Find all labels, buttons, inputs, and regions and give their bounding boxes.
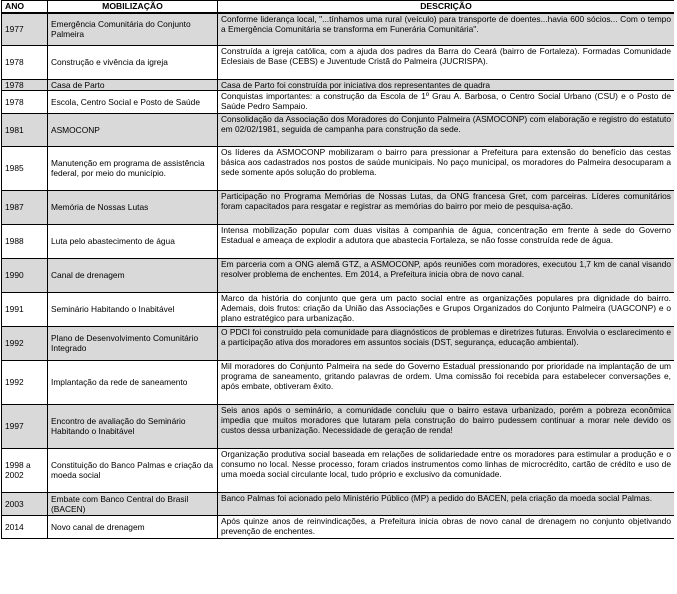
table-row — [2, 79, 675, 90]
row-description: Organização produtiva social baseada em relações de solidariedade entre os moradores para estimular a produção e o consumo no local. Nesse processo, foram criados instrumentos como linhas de microcrédito, cartão de crédito e uso de uma moeda social circulante local, tudo próprio e exclusivo da comunidade. — [218, 448, 675, 492]
header-descricao: DESCRIÇÃO — [218, 1, 675, 14]
row-description: Após quinze anos de reinvindicações, a Prefeitura inicia obras de novo canal de drenagem no conjunto objetivando prevenção de enchentes. — [218, 515, 675, 538]
row-year: 1985 — [2, 146, 48, 190]
row-year: 1988 — [2, 224, 48, 258]
row-description: Intensa mobilização popular com duas visitas à companhia de água, concentração em frente à sede do Governo Estadual e ameaça de explodir a adutora que abastecia Fortaleza, se não fosse construída rede de água. — [218, 224, 675, 258]
mobilization-table — [1, 0, 674, 539]
row-mobilization: Emergência Comunitária do Conjunto Palmeira — [48, 13, 218, 45]
header-row — [2, 1, 675, 14]
table-row — [2, 90, 675, 113]
row-description: Banco Palmas foi acionado pelo Ministério Público (MP) a pedido do BACEN, pela criação da moeda social Palmas. — [218, 492, 675, 515]
row-mobilization: ASMOCONP — [48, 113, 218, 146]
row-description: Os líderes da ASMOCONP mobilizaram o bairro para pressionar a Prefeitura para extensão do benefício das cestas básica aos cadastrados nos postos de saúde municipais. No paço municipal, os moradores do Palmeira desocuparam a sede somente após solução do problema. — [218, 146, 675, 190]
row-year: 1990 — [2, 258, 48, 292]
row-year: 1991 — [2, 292, 48, 326]
row-year: 1981 — [2, 113, 48, 146]
row-year: 1998 a 2002 — [2, 448, 48, 492]
table-row — [2, 224, 675, 258]
row-description: Participação no Programa Memórias de Nossas Lutas, da ONG francesa Gret, com parceiras. Líderes comunitários foram capacitados para resgatar e registrar as memórias do bairro por meio de pesquisa-ação. — [218, 190, 675, 224]
table-row — [2, 404, 675, 448]
row-mobilization: Encontro de avaliação do Seminário Habitando o Inabitável — [48, 404, 218, 448]
row-description: Mil moradores do Conjunto Palmeira na sede do Governo Estadual pressionando por prioridade na implantação de um programa de saneamento, gritando palavras de ordem. Uma comissão foi recebida para estabelecer conversações e, após embate, obtiveram êxito. — [218, 360, 675, 404]
table-row — [2, 45, 675, 79]
row-mobilization: Memória de Nossas Lutas — [48, 190, 218, 224]
table-row — [2, 492, 675, 515]
table-row — [2, 448, 675, 492]
header-ano: ANO — [2, 1, 48, 14]
table-row — [2, 326, 675, 360]
row-year: 1992 — [2, 326, 48, 360]
row-description: Conquistas importantes: a construção da Escola de 1º Grau A. Barbosa, o Centro Social Urbano (CSU) e o Posto de Saúde Pedro Sampaio. — [218, 90, 675, 113]
row-description: Construída a igreja católica, com a ajuda dos padres da Barra do Ceará (bairro de Fortaleza). Formadas Comunidade Eclesiais de Base (CEBS) e Juventude Cristã do Palmeira (JUCRISPA). — [218, 45, 675, 79]
table-row — [2, 292, 675, 326]
table-row — [2, 360, 675, 404]
row-description: Marco da história do conjunto que gera um pacto social entre as organizações populares pra dignidade do bairro. Ademais, dois frutos: criação da União das Associações e Grupos Organizados do Conjunto Palmeira (UAGCONP) e o plano estratégico para urbanização. — [218, 292, 675, 326]
table-row — [2, 258, 675, 292]
row-year: 1978 — [2, 90, 48, 113]
row-mobilization: Construção e vivência da igreja — [48, 45, 218, 79]
row-description: Conforme liderança local, "...tínhamos uma rural (veículo) para transporte de doentes...havia 600 sócios... Com o tempo a Emergência Comunitária se transforma em Funerária Comunitária". — [218, 13, 675, 45]
row-description: Casa de Parto foi construída por iniciativa dos representantes de quadra — [218, 79, 675, 90]
row-mobilization: Seminário Habitando o Inabitável — [48, 292, 218, 326]
table-row — [2, 113, 675, 146]
row-mobilization: Constituição do Banco Palmas e criação da moeda social — [48, 448, 218, 492]
table-row — [2, 190, 675, 224]
table-container — [1, 0, 674, 594]
row-description: Seis anos após o seminário, a comunidade concluiu que o bairro estava urbanizado, porém a pobreza econômica impedia que muitos moradores que lutaram pela construção do bairro pudessem continuar a morar nele devido os custos dessa urbanização. Necessidade de geração de renda! — [218, 404, 675, 448]
row-mobilization: Luta pelo abastecimento de água — [48, 224, 218, 258]
row-mobilization: Manutenção em programa de assistência federal, por meio do município. — [48, 146, 218, 190]
row-year: 2003 — [2, 492, 48, 515]
row-year: 1987 — [2, 190, 48, 224]
table-row — [2, 146, 675, 190]
row-mobilization: Plano de Desenvolvimento Comunitário Integrado — [48, 326, 218, 360]
row-description: Consolidação da Associação dos Moradores do Conjunto Palmeira (ASMOCONP) com elaboração e registro do estatuto em 02/02/1981, seguida de campanha para construção da sede. — [218, 113, 675, 146]
row-mobilization: Casa de Parto — [48, 79, 218, 90]
header-mobilizacao: MOBILIZAÇÃO — [48, 1, 218, 14]
row-mobilization: Embate com Banco Central do Brasil (BACEN) — [48, 492, 218, 515]
row-description: O PDCI foi construído pela comunidade para diagnósticos de problemas e diretrizes futuras. Envolvia o esclarecimento e a participação ativa dos moradores em assuntos sociais (DST, segurança, educação ambiental). — [218, 326, 675, 360]
row-mobilization: Implantação da rede de saneamento — [48, 360, 218, 404]
row-description: Em parceria com a ONG alemã GTZ, a ASMOCONP, após reuniões com moradores, executou 1,7 km de canal visando resolver problema de enchentes. Em 2014, a Prefeitura inicia obra de novo canal. — [218, 258, 675, 292]
row-year: 1997 — [2, 404, 48, 448]
table-row — [2, 13, 675, 45]
table-row — [2, 515, 675, 538]
row-year: 2014 — [2, 515, 48, 538]
row-mobilization: Escola, Centro Social e Posto de Saúde — [48, 90, 218, 113]
row-year: 1978 — [2, 79, 48, 90]
row-year: 1977 — [2, 13, 48, 45]
row-year: 1992 — [2, 360, 48, 404]
row-mobilization: Novo canal de drenagem — [48, 515, 218, 538]
row-year: 1978 — [2, 45, 48, 79]
row-mobilization: Canal de drenagem — [48, 258, 218, 292]
